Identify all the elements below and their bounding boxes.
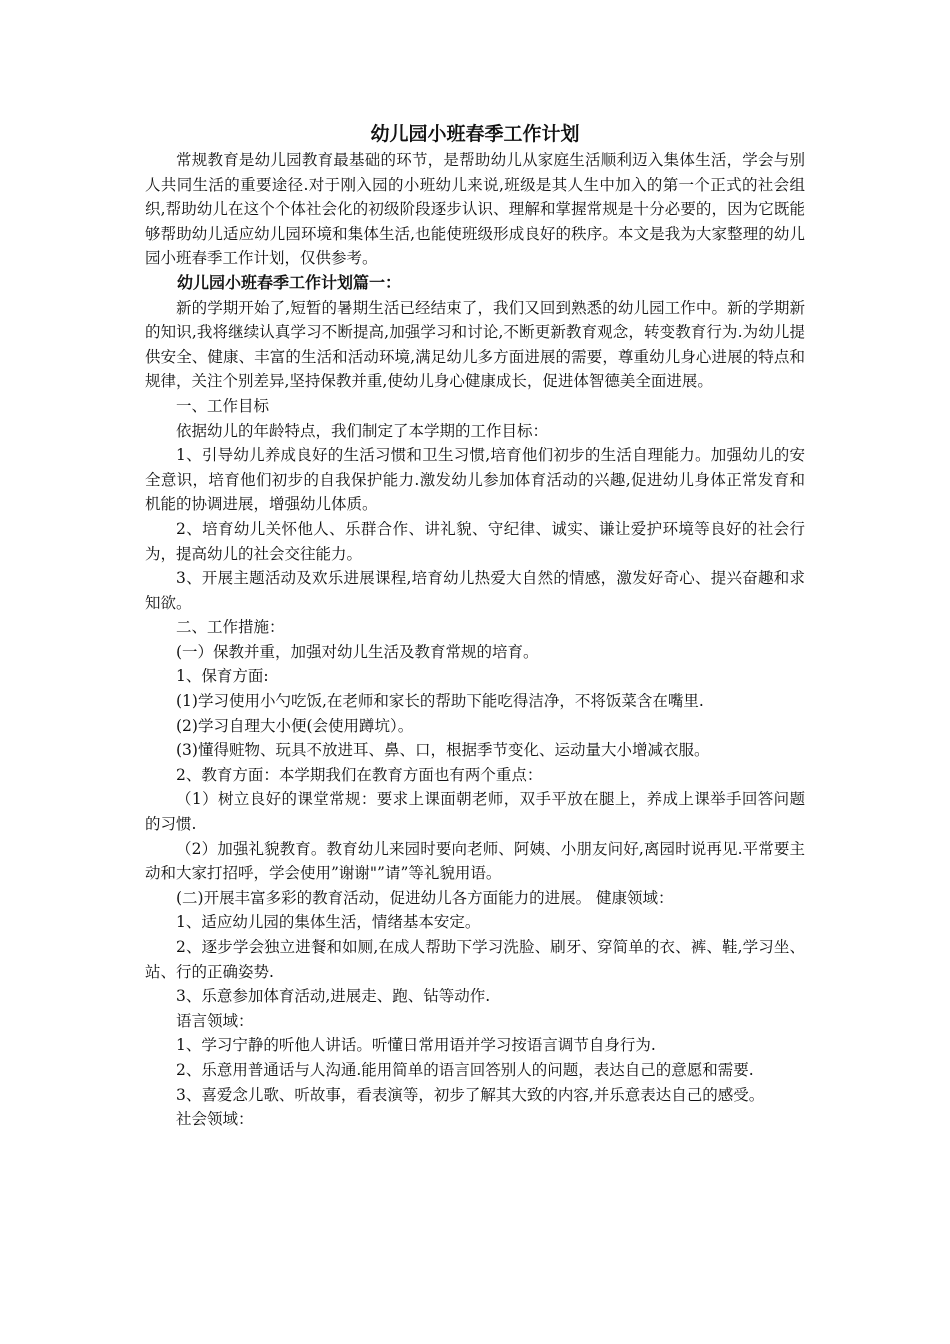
list-item: 1、适应幼儿园的集体生活，情绪基本安定。 — [176, 913, 481, 932]
section-heading: 幼儿园小班春季工作计划篇一： — [177, 272, 402, 292]
list-item: (2)学习自理大小便(会使用蹲坑）。 — [176, 716, 414, 735]
document-title: 幼儿园小班春季工作计划 — [370, 123, 580, 145]
list-item: 3、喜爱念儿歌、听故事，看表演等，初步了解其大致的内容,并乐意表达自己的感受。 — [176, 1085, 765, 1104]
domain-heading: 语言领域： — [176, 1011, 254, 1030]
paragraph: 新的学期开始了,短暂的暑期生活已经结束了，我们又回到熟悉的幼儿园工作中。新的学期新的知识,我将继续认真学习不断提高,加强学习和讨论,不断更新教育观念，转变教育行为.为幼儿提供安全、健康、丰富的生活和活动环境,满足幼儿多方面进展的需要，尊重幼儿身心进展的特点和规律，关注个别差异,坚持保教并重,使幼儿身心健康成长，促进体智德美全面进展。 — [145, 298, 805, 391]
list-item: 1、学习宁静的听他人讲话。听懂日常用语并学习按语言调节自身行为. — [176, 1036, 656, 1055]
domain-heading: 社会领域： — [176, 1110, 254, 1129]
measure-heading: (一）保教并重，加强对幼儿生活及教育常规的培育。 — [176, 642, 539, 661]
list-item: (1)学习使用小勺吃饭,在老师和家长的帮助下能吃得洁净，不将饭菜含在嘴里. — [176, 692, 704, 711]
intro-paragraph: 常规教育是幼儿园教育最基础的环节，是帮助幼儿从家庭生活顺利迈入集体生活，学会与别人共同生活的重要途径.对于刚入园的小班幼儿来说,班级是其人生中加入的第一个正式的社会组织,帮助幼儿在这个个体社会化的初级阶段逐步认识、理解和掌握常规是十分必要的，因为它既能够帮助幼儿适应幼儿园环境和集体生活,也能使班级形成良好的秩序。本文是我为大家整理的幼儿园小班春季工作计划，仅供参考。 — [145, 151, 805, 268]
list-item: 2、逐步学会独立进餐和如厕,在成人帮助下学习洗脸、刷牙、穿简单的衣、裤、鞋,学习坐、站、行的正确姿势. — [145, 938, 805, 981]
goal-item: 1、引导幼儿养成良好的生活习惯和卫生习惯,培育他们初步的生活自理能力。加强幼儿的安全意识，培育他们初步的自我保护能力.激发幼儿参加体育活动的兴趣,促进幼儿身体正常发育和机能的协调进展，增强幼儿体质。 — [145, 446, 805, 514]
measure-heading: (二)开展丰富多彩的教育活动，促进幼儿各方面能力的进展。 健康领域： — [176, 888, 674, 907]
paragraph: 依据幼儿的年龄特点，我们制定了本学期的工作目标： — [176, 421, 549, 440]
list-item: 2、教育方面：本学期我们在教育方面也有两个重点： — [176, 765, 543, 784]
heading-goals: 一、工作目标 — [176, 396, 270, 415]
list-item: 2、乐意用普通话与人沟通.能用简单的语言回答别人的问题，表达自己的意愿和需要. — [176, 1060, 754, 1079]
list-item: （2）加强礼貌教育。教育幼儿来园时要向老师、阿姨、小朋友问好,离园时说再见.平常要主动和大家打招呼，学会使用”谢谢"”请”等礼貌用语。 — [145, 839, 805, 883]
list-item: 1、保育方面: — [176, 667, 269, 686]
document-page — [145, 120, 805, 1132]
goal-item: 3、开展主题活动及欢乐进展课程,培育幼儿热爱大自然的情感，激发好奇心、提兴奋趣和求知欲。 — [145, 569, 805, 612]
goal-item: 2、培育幼儿关怀他人、乐群合作、讲礼貌、守纪律、诚实、谦让爱护环境等良好的社会行为，提高幼儿的社会交往能力。 — [145, 519, 805, 563]
heading-measures: 二、工作措施： — [176, 618, 285, 637]
list-item: (3)懂得赃物、玩具不放进耳、鼻、口，根据季节变化、运动量大小增减衣服。 — [176, 741, 710, 760]
list-item: （1）树立良好的课堂常规：要求上课面朝老师，双手平放在腿上，养成上课举手回答问题的习惯. — [145, 790, 805, 834]
list-item: 3、乐意参加体育活动,进展走、跑、钻等动作. — [176, 987, 491, 1006]
